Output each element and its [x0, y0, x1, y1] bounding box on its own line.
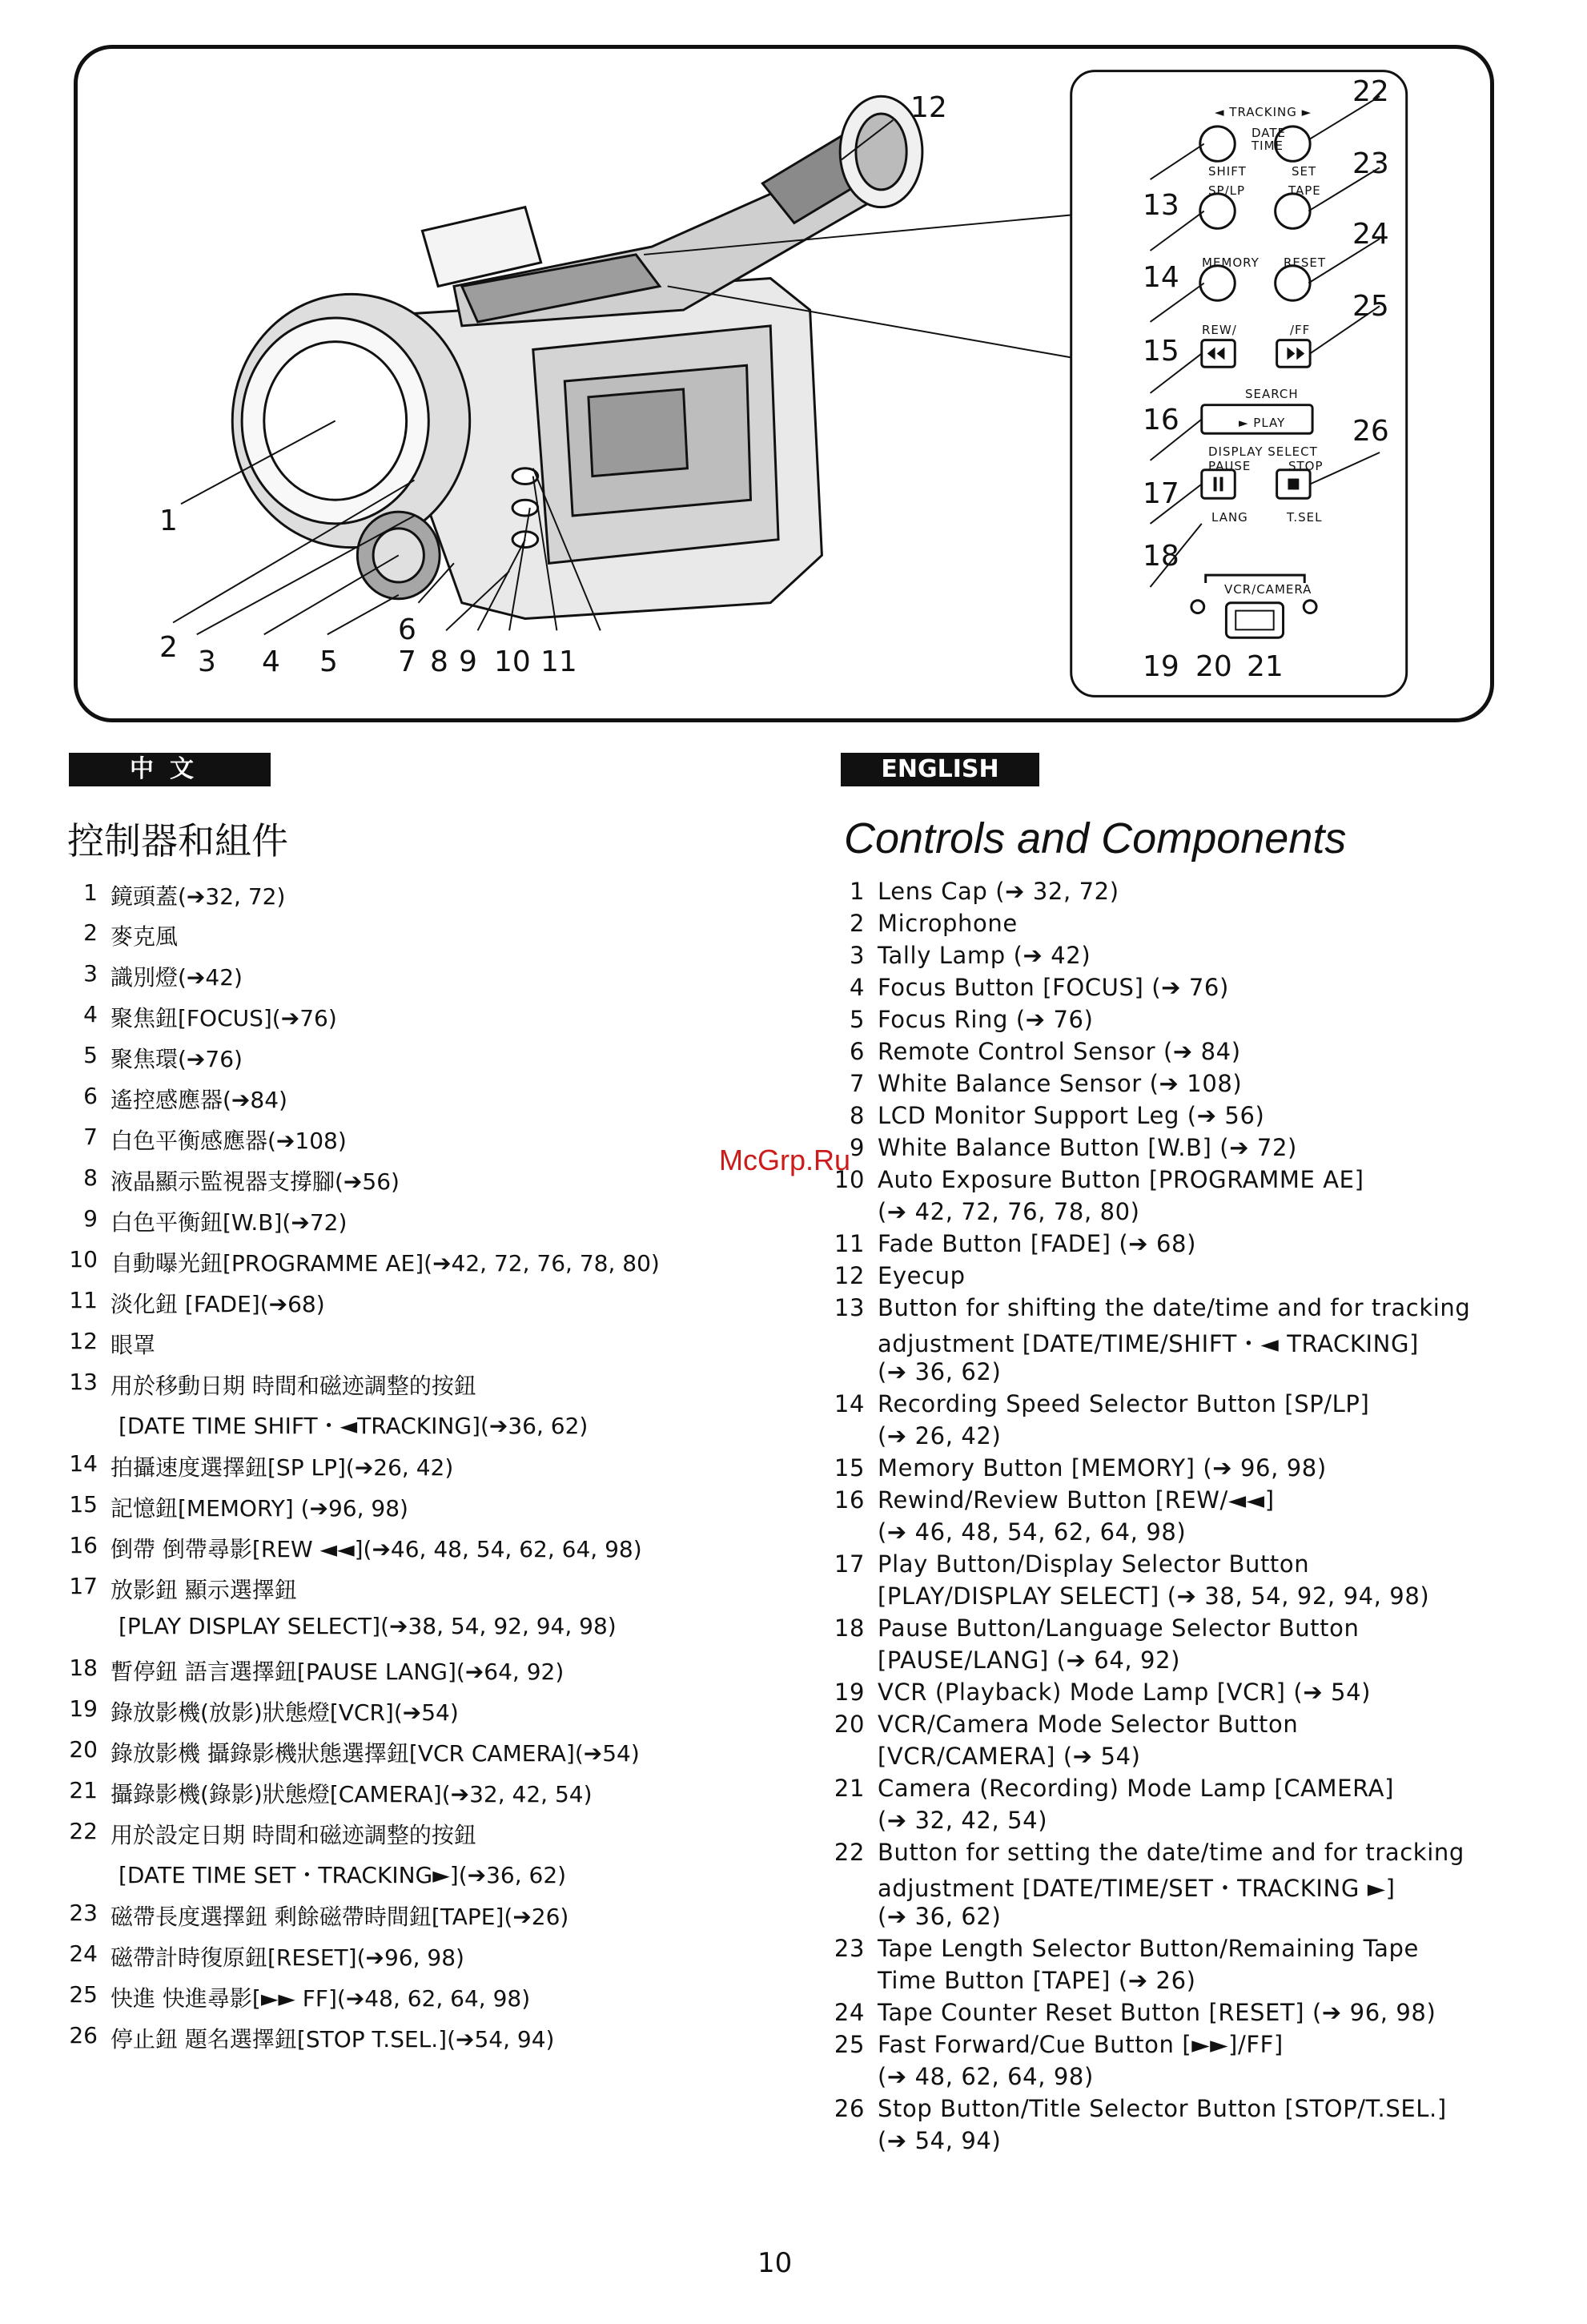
callout-19: 19: [1143, 650, 1179, 683]
callout-25: 25: [1352, 290, 1389, 323]
label-rew: REW/: [1202, 323, 1237, 337]
label-shift: SHIFT: [1208, 164, 1247, 179]
callout-3: 3: [198, 645, 216, 678]
callout-1: 1: [159, 505, 178, 537]
callout-6: 6: [398, 613, 416, 646]
callout-12: 12: [910, 91, 947, 124]
callout-15: 15: [1143, 335, 1179, 368]
callout-21: 21: [1247, 650, 1284, 683]
label-splp: SP/LP: [1208, 183, 1246, 198]
callout-2: 2: [159, 631, 178, 664]
english-title: Controls and Components: [844, 814, 1347, 862]
callout-23: 23: [1352, 147, 1389, 180]
label-vcr-camera: VCR/CAMERA: [1224, 582, 1312, 597]
callout-26: 26: [1352, 415, 1389, 448]
camcorder-body-drawing: [232, 96, 922, 618]
label-search: SEARCH: [1245, 387, 1299, 401]
callout-11: 11: [540, 645, 577, 678]
chinese-section-tab: 中文: [69, 753, 271, 786]
label-memory: MEMORY: [1202, 255, 1260, 270]
label-set: SET: [1292, 164, 1317, 179]
watermark: McGrp.Ru: [719, 1144, 851, 1176]
chinese-title: 控制器和組件: [67, 819, 288, 862]
callout-4: 4: [262, 645, 280, 678]
label-tracking: ◄ TRACKING ►: [1215, 105, 1312, 119]
callout-20: 20: [1195, 650, 1232, 683]
label-stop: STOP: [1288, 459, 1324, 473]
callout-8: 8: [430, 645, 448, 678]
label-pause: PAUSE: [1208, 459, 1252, 473]
english-section-tab: ENGLISH: [841, 753, 1039, 786]
label-reset: RESET: [1284, 255, 1327, 270]
callout-9: 9: [459, 645, 477, 678]
callout-13: 13: [1143, 189, 1179, 222]
callout-24: 24: [1352, 218, 1389, 251]
callout-10: 10: [494, 645, 531, 678]
camcorder-figure: [74, 45, 1494, 722]
callout-22: 22: [1352, 75, 1389, 108]
callout-7: 7: [398, 645, 416, 678]
label-tsel: T.SEL: [1287, 510, 1323, 525]
label-play: ► PLAY: [1239, 416, 1286, 430]
page-number: 10: [757, 2247, 793, 2279]
label-lang: LANG: [1211, 510, 1248, 525]
label-ff: /FF: [1290, 323, 1311, 337]
callout-5: 5: [319, 645, 338, 678]
callout-16: 16: [1143, 404, 1179, 436]
label-tape: TAPE: [1288, 183, 1321, 198]
label-date: DATE: [1252, 126, 1287, 140]
label-display-select: DISPLAY SELECT: [1208, 444, 1318, 459]
callout-17: 17: [1143, 477, 1179, 510]
label-time: TIME: [1252, 139, 1284, 153]
callout-14: 14: [1143, 261, 1179, 294]
callout-18: 18: [1143, 540, 1179, 573]
